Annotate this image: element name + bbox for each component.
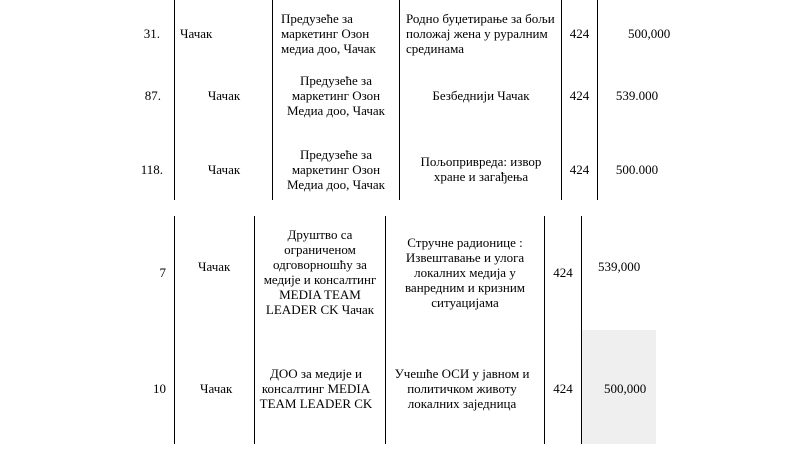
table-lower-rule-3 <box>385 216 386 444</box>
row-number: 118. <box>140 161 163 177</box>
row-number: 7 <box>159 264 166 280</box>
code-cell: 424 <box>569 161 590 177</box>
city-cell: Чачак <box>180 25 213 41</box>
amount-cell: 500,000 <box>628 25 671 41</box>
amount-cell: 500,000 <box>604 380 647 396</box>
table-upper-rule-5 <box>597 0 598 200</box>
code-cell: 424 <box>569 87 590 103</box>
organization-cell: Друштво са ограниченом одговорношћу за медије и консалтинг MEDIA TEAM LEADER CK Чачак <box>263 227 377 317</box>
project-cell: Безбеднији Чачак <box>432 87 530 103</box>
table-upper-rule-3 <box>399 0 400 200</box>
table-lower-rule-2 <box>254 216 255 444</box>
city-cell: Чачак <box>207 161 241 177</box>
project-cell: Учешће ОСИ у јавном и политичком животу локалних заједница <box>394 365 530 411</box>
project-cell: Стручне радионице : Извештавање и улога локалних медија у ванредним и кризним ситуацијама <box>404 234 526 310</box>
organization-cell: Предузеће за маркетинг Озон Медиа доо, Чачак <box>286 72 385 118</box>
amount-cell: 539,000 <box>598 258 641 274</box>
organization-cell: Предузеће за маркетинг Озон медиа доо, Чачак <box>281 10 376 56</box>
row-number: 87. <box>144 87 161 103</box>
row-number: 31. <box>143 25 160 41</box>
table-lower-rule-5 <box>581 216 582 444</box>
project-cell: Пољопривреда: извор хране и загађења <box>420 154 542 184</box>
code-cell: 424 <box>553 264 573 280</box>
project-cell: Родно буџетирање за бољи положај жена у руралним срединама <box>406 10 555 56</box>
organization-cell: Предузеће за маркетинг Озон Медиа доо, Чачак <box>286 146 385 192</box>
code-cell: 424 <box>569 25 590 41</box>
code-cell: 424 <box>553 380 573 396</box>
city-cell: Чачак <box>207 87 241 103</box>
table-upper-rule-1 <box>174 0 175 200</box>
table-lower-rule-1 <box>174 216 175 444</box>
city-cell: Чачак <box>198 258 231 274</box>
row-number: 10 <box>153 380 166 396</box>
amount-cell: 539.000 <box>615 87 659 103</box>
amount-cell: 500.000 <box>615 161 659 177</box>
table-upper-rule-2 <box>272 0 273 200</box>
city-cell: Чачак <box>200 380 233 396</box>
organization-cell: ДОО за медије и консалтинг MEDIA TEAM LEADER CK <box>259 365 373 411</box>
